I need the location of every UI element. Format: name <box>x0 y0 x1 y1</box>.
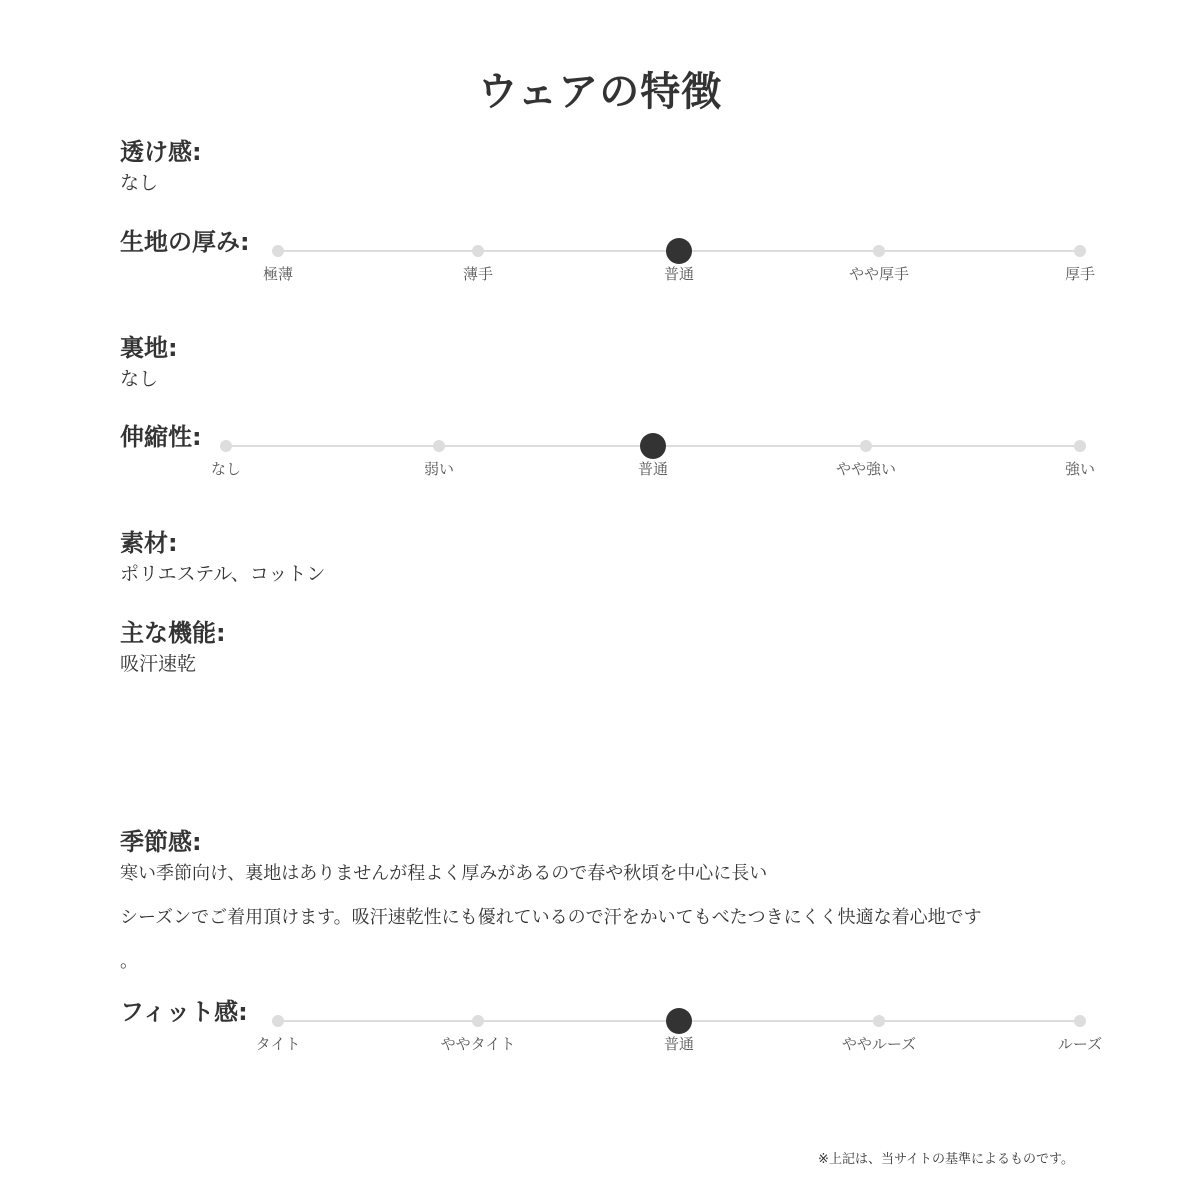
season-label: 季節感: <box>120 828 202 856</box>
stretch-dot-1 <box>433 440 445 452</box>
transparency-label: 透け感: <box>120 138 202 166</box>
footnote: ※上記は、当サイトの基準によるものです。 <box>818 1152 1074 1167</box>
page-title: ウェアの特徴 <box>477 69 723 115</box>
fit-option-4: ルーズ <box>1057 1035 1103 1053</box>
thickness-scale <box>120 226 1120 286</box>
stretch-option-4: 強い <box>1064 460 1096 478</box>
stretch-dot-0 <box>220 440 232 452</box>
functions-section <box>120 617 226 679</box>
season-section <box>120 826 982 984</box>
fit-option-2: 普通 <box>663 1035 695 1053</box>
functions-label: 主な機能: <box>120 619 226 647</box>
thickness-dot-4 <box>1074 245 1086 257</box>
stretch-dot-3 <box>860 440 872 452</box>
stretch-option-0: なし <box>210 460 242 478</box>
season-text-line-2: シーズンでご着用頂けます。吸汗速乾性にも優れているので汗をかいてもべたつきにくく快適な着心地です <box>120 907 982 928</box>
thickness-dot-selected <box>666 238 692 264</box>
lining-value: なし <box>120 368 159 390</box>
fit-dot-selected <box>666 1008 692 1034</box>
thickness-option-4: 厚手 <box>1064 265 1096 283</box>
material-section <box>120 527 325 589</box>
stretch-option-2: 普通 <box>637 460 669 478</box>
stretch-dot-4 <box>1074 440 1086 452</box>
thickness-option-3: やや厚手 <box>848 265 910 283</box>
thickness-option-0: 極薄 <box>262 265 294 283</box>
stretch-dot-selected <box>640 433 666 459</box>
fit-option-3: ややルーズ <box>841 1035 917 1053</box>
season-text-line-1: 寒い季節向け、裏地はありませんが程よく厚みがあるので春や秋頃を中心に長い <box>120 863 768 884</box>
season-text-line-3: 。 <box>120 951 138 972</box>
material-value: ポリエステル、コットン <box>120 563 326 585</box>
thickness-dot-0 <box>272 245 284 257</box>
transparency-value: なし <box>120 172 159 194</box>
thickness-option-2: 普通 <box>663 265 695 283</box>
functions-value: 吸汗速乾 <box>120 653 197 675</box>
stretch-scale <box>120 421 1120 481</box>
thickness-label: 生地の厚み: <box>120 228 250 256</box>
fit-scale <box>120 996 1120 1056</box>
fit-label: フィット感: <box>120 998 248 1026</box>
lining-section <box>120 332 178 394</box>
stretch-option-3: やや強い <box>835 460 897 478</box>
lining-label: 裏地: <box>120 334 178 362</box>
fit-dot-3 <box>873 1015 885 1027</box>
fit-dot-1 <box>472 1015 484 1027</box>
fit-dot-4 <box>1074 1015 1086 1027</box>
thickness-dot-3 <box>873 245 885 257</box>
thickness-option-1: 薄手 <box>462 265 494 283</box>
fit-option-0: タイト <box>255 1035 301 1053</box>
fit-dot-0 <box>272 1015 284 1027</box>
transparency-section <box>120 136 202 198</box>
stretch-option-1: 弱い <box>423 460 455 478</box>
stretch-label: 伸縮性: <box>120 423 202 451</box>
thickness-dot-1 <box>472 245 484 257</box>
material-label: 素材: <box>120 529 178 557</box>
fit-option-1: ややタイト <box>440 1035 516 1053</box>
